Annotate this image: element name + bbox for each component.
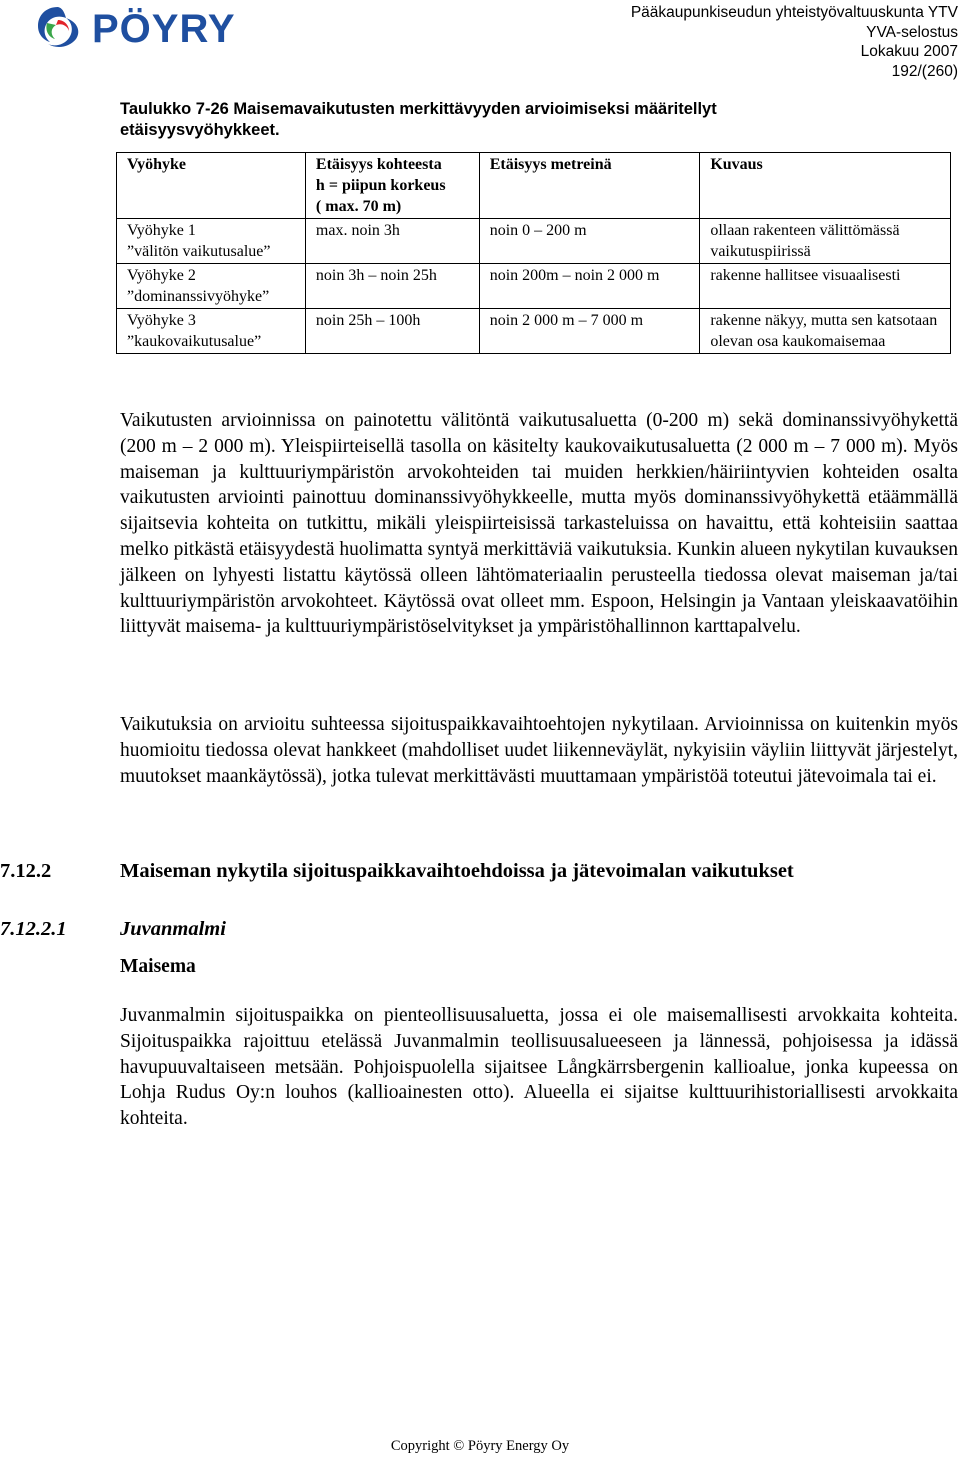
zone-label: Vyöhyke 1 xyxy=(127,222,196,239)
description-cell: rakenne näkyy, mutta sen katsotaan olevan osa kaukomaisemaa xyxy=(700,309,951,354)
meters-cell: noin 2 000 m – 7 000 m xyxy=(479,309,700,354)
header-description: Kuvaus xyxy=(700,153,951,219)
document-date: Lokakuu 2007 xyxy=(860,43,958,60)
zone-name: ”kaukovaikutusalue” xyxy=(127,333,262,350)
distance-cell: noin 3h – noin 25h xyxy=(305,264,479,309)
page-number: 192/(260) xyxy=(891,62,958,80)
distance-cell: max. noin 3h xyxy=(305,219,479,264)
body-paragraph: Juvanmalmin sijoituspaikka on pienteollisuusaluetta, jossa ei ole maisemallisesti arvokkaita kohteita. Sijoituspaikka rajoittuu etelässä Juvanmalmin teollisuusalueeseen ja lännessä, pohjoisessa ja idässä havupuuvaltaiseen metsään. Pohjoispuolella sijaitsee Långkärrsbergenin kallioalue, jonka kupeessa on Lohja Rudus Oy:n louhos (kallioainesten otto). Alueella ei sijaitse kulttuurihistoriallisesti arvokkaita kohteita. xyxy=(120,1005,958,1130)
section-title: Maiseman nykytila sijoituspaikkavaihtoehdoissa ja jätevoimalan vaikutukset xyxy=(120,860,794,882)
distance-zones-table xyxy=(116,152,951,354)
header-zone: Vyöhyke xyxy=(117,153,306,219)
header-meters: Etäisyys metreinä xyxy=(479,153,700,219)
poyry-logo xyxy=(36,4,281,50)
zone-label: Vyöhyke 2 xyxy=(127,267,196,284)
zone-cell xyxy=(117,309,306,354)
distance-cell: noin 25h – 100h xyxy=(305,309,479,354)
description-cell: ollaan rakenteen välittömässä vaikutuspiirissä xyxy=(700,219,951,264)
zone-cell xyxy=(117,219,306,264)
subsection-number: 7.12.2.1 xyxy=(0,918,67,940)
table-row xyxy=(117,309,951,354)
description-cell: rakenne hallitsee visuaalisesti xyxy=(700,264,951,309)
table-caption-line: Taulukko 7-26 Maisemavaikutusten merkittävyyden arvioimiseksi määritellyt xyxy=(120,100,717,118)
document-header xyxy=(631,3,958,81)
zone-name: ”välitön vaikutusalue” xyxy=(127,243,271,260)
header-distance xyxy=(305,153,479,219)
meters-cell: noin 0 – 200 m xyxy=(479,219,700,264)
zone-label: Vyöhyke 3 xyxy=(127,312,196,329)
table-caption xyxy=(120,99,840,141)
copyright-footer: Copyright © Pöyry Energy Oy xyxy=(390,1438,570,1454)
meters-cell: noin 200m – noin 2 000 m xyxy=(479,264,700,309)
table-header-row xyxy=(117,153,951,219)
document-type: YVA-selostus xyxy=(866,23,958,41)
section-number: 7.12.2 xyxy=(0,860,52,882)
table-row xyxy=(117,264,951,309)
organization-name: Pääkaupunkiseudun yhteistyövaltuuskunta YTV xyxy=(630,4,958,21)
header-distance-line: Etäisyys kohteesta xyxy=(315,156,442,173)
poyry-logo-mark xyxy=(36,4,281,50)
body-paragraph: Vaikutusten arvioinnissa on painotettu välitöntä vaikutusaluetta (0-200 m) sekä dominanssivyöhykettä (200 m – 2 000 m). Yleispiirteisellä tasolla on käsitelty kaukovaikutusaluetta (2 000 m – 7 000 m). Myös maiseman ja kulttuuriympäristön arvokohteiden tai muiden herkkien/häiriintyvien kohteiden osalta vaikutusten arviointi painottuu dominanssivyöhykkeelle, mutta myös dominanssivyöhykettä etäämmällä sijaitsevia kohteita on tutkittu, mikäli yleispiirteisissä tarkasteluissa on havaittu, että kohteisiin saattaa melko pitkästä etäisyydestä huolimatta syntyä merkittäviä vaikutuksia. Kunkin alueen nykytilan kuvauksen jälkeen on lyhyesti listattu käytössä olleen lähtömateriaalin perusteella tiedossa olevat maiseman ja/tai kulttuuriympäristön arvokohteet. Käytössä ovat olleet mm. Espoon, Helsingin ja Vantaan yleiskaavatöihin liittyvät maisema- ja kulttuuriympäristöselvitykset ja ympäristöhallinnon karttapalvelu. xyxy=(120,410,958,638)
subsection-title: Juvanmalmi xyxy=(120,918,226,940)
zone-name: ”dominanssivyöhyke” xyxy=(127,288,270,305)
table-caption-line: etäisyysvyöhykkeet. xyxy=(120,121,280,139)
zone-cell xyxy=(117,264,306,309)
subheading: Maisema xyxy=(120,956,196,977)
table-row xyxy=(117,219,951,264)
header-distance-line: ( max. 70 m) xyxy=(315,198,402,215)
body-paragraph: Vaikutuksia on arvioitu suhteessa sijoituspaikkavaihtoehtojen nykytilaan. Arvioinnissa on kuitenkin myös huomioitu tiedossa olevat hankkeet (mahdolliset uudet liikenneväylät, nykyisiin väyliin liittyvät järjestelyt, muutokset maankäytössä), jotka tulevat merkittävästi muuttamaan ympäristöä toteutui jätevoimala tai ei. xyxy=(120,714,958,787)
header-distance-line: h = piipun korkeus xyxy=(315,177,446,194)
logo-wordmark: PÖYRY xyxy=(92,7,236,50)
